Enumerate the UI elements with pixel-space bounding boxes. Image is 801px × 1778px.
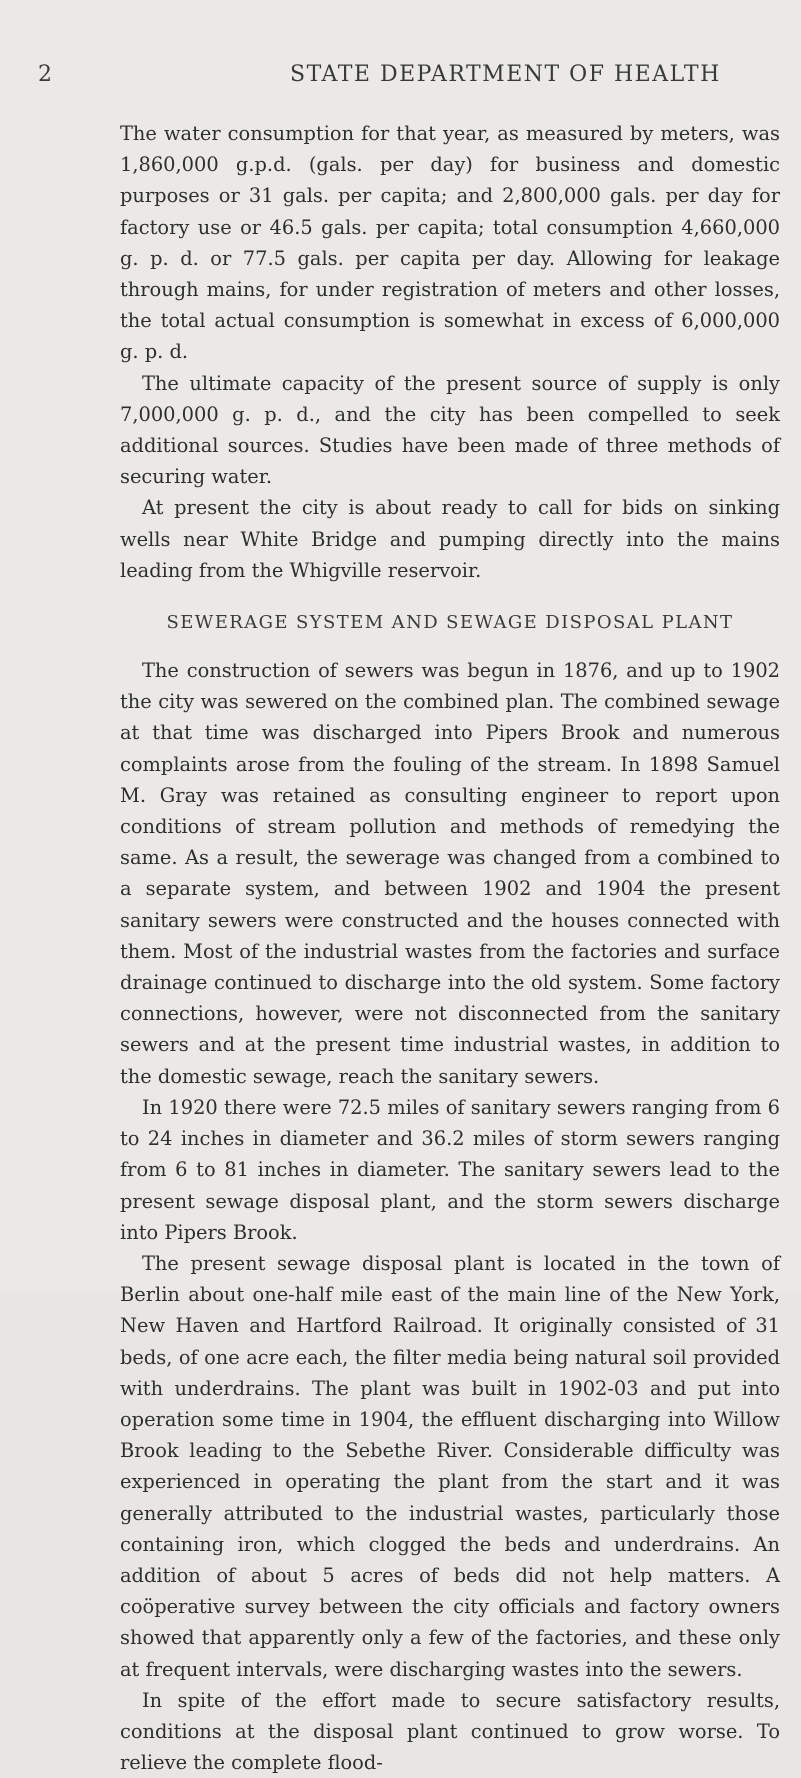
paragraph-sewer-construction: The construction of sewers was begun in 1876, and up to 1902 the city was sewered on the combined plan. The combined sewage at that time was discharged into Pipers Brook and numerous complaints arose from the fouling of the stream. In 1898 Samuel M. Gray was retained as consulting engineer to report upon conditions of stream pollution and methods of remedying the same. As a result, the sewerage was changed from a combined to a separate system, and between 1902 and 1904 the present sanitary sewers were constructed and the houses connected with them. Most of the industrial wastes from the factories and surface drainage continued to discharge into the old system. Some factory connections, however, were not disconnected from the sanitary sewers and at the present time industrial wastes, in addition to the domestic sewage, reach the sanitary sewers. [120, 659, 780, 1088]
paragraph-supply-capacity: The ultimate capacity of the present source of supply is only 7,000,000 g. p. d., and the city has been compelled to seek additional sources. Studies have been made of three methods of securing water. [120, 371, 780, 489]
paragraph-sewer-mileage: In 1920 there were 72.5 miles of sanitary sewers ranging from 6 to 24 inches in diameter and 36.2 miles of storm sewers ranging from 6 to 81 inches in diameter. The sanitary sewers lead to the present sewage disposal plant, and the storm sewers discharge into Pipers Brook. [120, 1095, 780, 1244]
page-number: 2 [38, 62, 54, 87]
section-heading: SEWERAGE SYSTEM AND SEWAGE DISPOSAL PLANT [166, 612, 734, 634]
paragraph-conditions-worse: In spite of the effort made to secure satisfactory results, conditions at the disposal plant continued to grow worse. To relieve the complete flood- [120, 1688, 780, 1775]
paragraph-wells: At present the city is about ready to call for bids on sinking wells near White Bridge and pumping directly into the mains leading from the Whigville reservoir. [120, 496, 780, 582]
paragraph-disposal-plant: The present sewage disposal plant is located in the town of Berlin about one-half mile east of the main line of the New York, New Haven and Hartford Railroad. It originally consisted of 31 beds, of one acre each, the filter media being natural soil provided with underdrains. The plant was built in 1902-03 and put into operation some time in 1904, the effluent discharging into Willow Brook leading to the Sebethe River. Considerable difficulty was experienced in operating the plant from the start and it was generally attributed to the industrial wastes, particularly those containing iron, which clogged the beds and underdrains. An addition of about 5 acres of beds did not help matters. A coöperative survey between the city officials and factory owners showed that apparently only a few of the factories, and these only at frequent intervals, were discharging wastes into the sewers. [120, 1251, 780, 1681]
header-title: STATE DEPARTMENT OF HEALTH [290, 62, 721, 87]
body-text [120, 118, 780, 1778]
paragraph-water-consumption: The water consumption for that year, as measured by meters, was 1,860,000 g.p.d. (gals. per day) for business and domestic purposes or 31 gals. per capita; and 2,800,000 gals. per day for factory use or 46.5 gals. per capita; total consumption 4,660,000 g. p. d. or 77.5 gals. per capita per day. Allowing for leakage through mains, for under registration of meters and other losses, the total actual consumption is somewhat in excess of 6,000,000 g. p. d. [120, 122, 780, 364]
